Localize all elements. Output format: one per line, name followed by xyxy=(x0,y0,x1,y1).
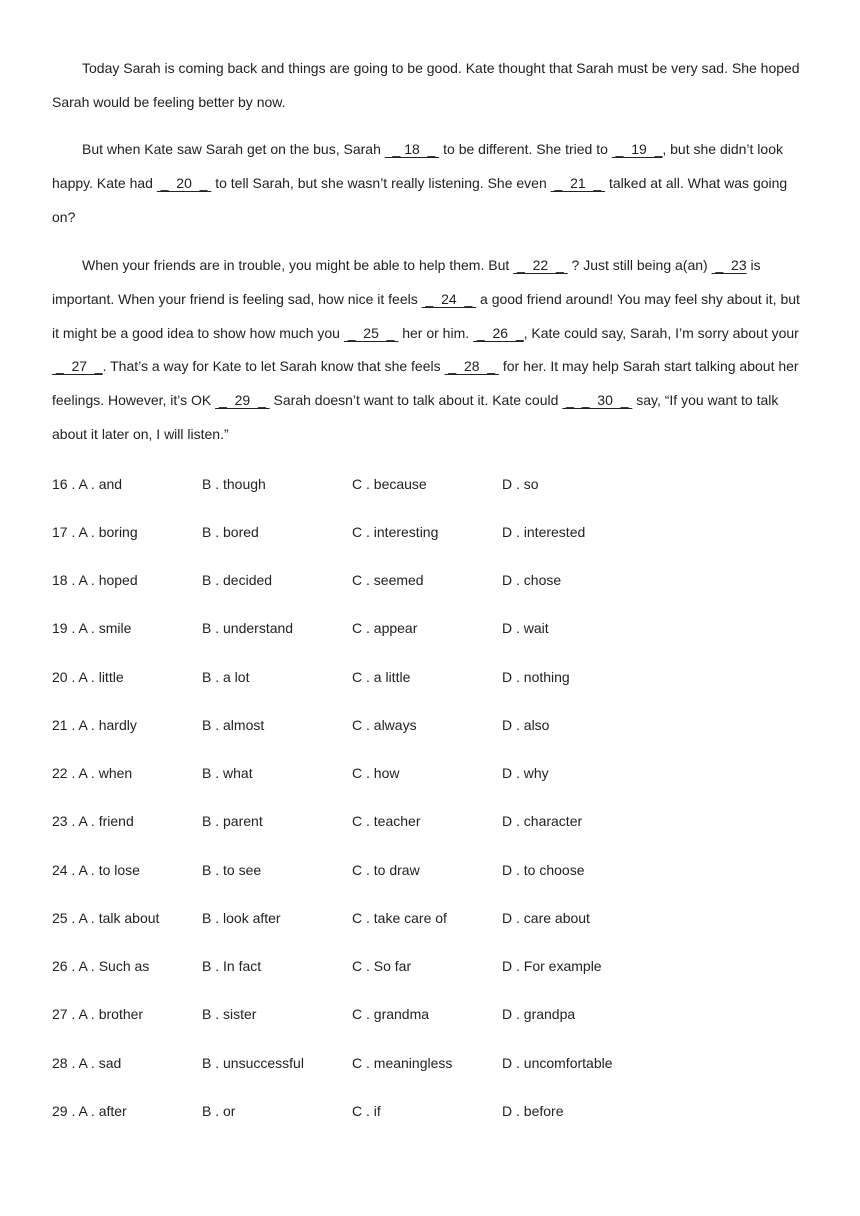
option-a: 22 . A . when xyxy=(52,765,133,781)
question-16 xyxy=(52,473,812,495)
option-b: B . understand xyxy=(202,620,294,636)
option-c: C . seemed xyxy=(352,572,424,588)
option-d: D . nothing xyxy=(502,669,570,685)
option-d: D . to choose xyxy=(502,862,585,878)
option-b: B . look after xyxy=(202,910,281,926)
question-25 xyxy=(52,907,812,929)
paragraph-text: to tell Sarah, but she wasn’t really listening. She even xyxy=(211,174,551,191)
paragraph-text: is important. When your friend is feeling sad, how nice it feels xyxy=(52,257,761,307)
paragraph-text: ? Just still being a(an) xyxy=(567,257,712,273)
blank-22: _ 22 _ xyxy=(513,257,568,273)
option-d: D . interested xyxy=(502,524,586,540)
blank-25: _ 25 _ xyxy=(343,324,399,341)
option-c: C . how xyxy=(352,765,400,781)
option-d: D . care about xyxy=(502,910,590,926)
option-d: D . wait xyxy=(502,620,549,636)
paragraph-text: Today Sarah is coming back and things are going to be good. Kate thought that Sarah must be very sad. She hoped Sarah would be feeling better by now. xyxy=(52,60,800,110)
option-a: 21 . A . hardly xyxy=(52,717,137,733)
question-28 xyxy=(52,1052,812,1074)
option-c: C . a little xyxy=(352,669,411,685)
question-29 xyxy=(52,1100,812,1122)
option-a: 24 . A . to lose xyxy=(52,862,140,878)
question-17 xyxy=(52,521,812,543)
option-d: D . uncomfortable xyxy=(502,1055,613,1071)
option-a: 20 . A . little xyxy=(52,669,124,685)
option-b: B . almost xyxy=(202,717,265,733)
option-d: D . before xyxy=(502,1103,564,1119)
option-b: B . decided xyxy=(202,572,273,588)
option-b: B . In fact xyxy=(202,958,262,974)
blank-21: _ 21 _ xyxy=(550,174,606,191)
option-d: D . For example xyxy=(502,958,602,974)
option-d: D . character xyxy=(502,813,583,829)
option-c: C . teacher xyxy=(352,813,421,829)
option-a: 25 . A . talk about xyxy=(52,910,160,926)
paragraph-text: talked at all. What was going on? xyxy=(52,174,788,225)
paragraph-text: to be different. She tried to xyxy=(439,141,612,157)
option-b: B . unsuccessful xyxy=(202,1055,304,1071)
option-c: C . because xyxy=(352,476,427,492)
option-b: B . parent xyxy=(202,813,263,829)
option-b: B . bored xyxy=(202,524,259,540)
blank-18: _ 18 _ xyxy=(384,141,440,157)
blank-19: _ 19 _ xyxy=(611,141,663,157)
paragraph-text: her or him. xyxy=(398,324,474,341)
paragraph-text: . That’s a way for Kate to let Sarah know that she feels xyxy=(102,358,445,375)
option-c: C . take care of xyxy=(352,910,447,926)
blank-26: _ 26 _ xyxy=(473,324,524,341)
option-a: 23 . A . friend xyxy=(52,813,134,829)
option-a: 18 . A . hoped xyxy=(52,572,138,588)
blank-23: _ 23 xyxy=(711,257,747,273)
option-a: 28 . A . sad xyxy=(52,1055,122,1071)
blank-20: _ 20 _ xyxy=(156,174,212,191)
option-a: 17 . A . boring xyxy=(52,524,138,540)
paragraph-text: a good friend around! You may feel shy about it, but it might be a good idea to show how much you xyxy=(52,290,800,341)
option-a: 27 . A . brother xyxy=(52,1006,144,1022)
blank-27: _ 27 _ xyxy=(52,358,103,375)
blank-30: _ _ 30 _ xyxy=(562,392,633,409)
question-23 xyxy=(52,810,812,832)
passage-paragraph-3 xyxy=(52,249,809,452)
question-22 xyxy=(52,762,812,784)
option-d: D . grandpa xyxy=(502,1006,576,1022)
option-d: D . chose xyxy=(502,572,562,588)
blank-24: _ 24 _ xyxy=(421,290,477,307)
question-26 xyxy=(52,955,812,977)
option-b: B . though xyxy=(202,476,266,492)
option-c: C . always xyxy=(352,717,417,733)
option-a: 16 . A . and xyxy=(52,476,123,492)
paragraph-text: , Kate could say, Sarah, I’m sorry about your xyxy=(523,324,799,341)
option-d: D . why xyxy=(502,765,549,781)
option-b: B . to see xyxy=(202,862,262,878)
option-b: B . sister xyxy=(202,1006,257,1022)
option-c: C . So far xyxy=(352,958,412,974)
option-c: C . if xyxy=(352,1103,381,1119)
option-c: C . interesting xyxy=(352,524,439,540)
paragraph-text: for her. It may help Sarah start talking about her feelings. However, it’s OK xyxy=(52,358,799,409)
option-c: C . to draw xyxy=(352,862,420,878)
question-20 xyxy=(52,666,812,688)
question-24 xyxy=(52,859,812,881)
option-b: B . or xyxy=(202,1103,236,1119)
option-c: C . appear xyxy=(352,620,418,636)
passage-paragraph-1 xyxy=(52,52,809,120)
option-d: D . so xyxy=(502,476,539,492)
paragraph-text: When your friends are in trouble, you might be able to help them. But xyxy=(82,257,514,273)
option-b: B . what xyxy=(202,765,253,781)
option-a: 19 . A . smile xyxy=(52,620,132,636)
paragraph-text: say, “If you want to talk about it later on, I will listen.” xyxy=(52,392,779,442)
passage-paragraph-2 xyxy=(52,133,809,234)
blank-28: _ 28 _ xyxy=(444,358,499,375)
question-19 xyxy=(52,617,812,639)
option-b: B . a lot xyxy=(202,669,250,685)
paragraph-text: But when Kate saw Sarah get on the bus, Sarah xyxy=(82,141,385,157)
blank-29: _ 29 _ xyxy=(215,392,270,409)
paragraph-text: , but she didn’t look happy. Kate had xyxy=(52,141,783,191)
paragraph-text: Sarah doesn’t want to talk about it. Kate could xyxy=(269,392,563,409)
option-a: 29 . A . after xyxy=(52,1103,127,1119)
question-18 xyxy=(52,569,812,591)
question-27 xyxy=(52,1003,812,1025)
option-d: D . also xyxy=(502,717,550,733)
option-c: C . meaningless xyxy=(352,1055,453,1071)
question-21 xyxy=(52,714,812,736)
option-c: C . grandma xyxy=(352,1006,430,1022)
option-a: 26 . A . Such as xyxy=(52,958,150,974)
